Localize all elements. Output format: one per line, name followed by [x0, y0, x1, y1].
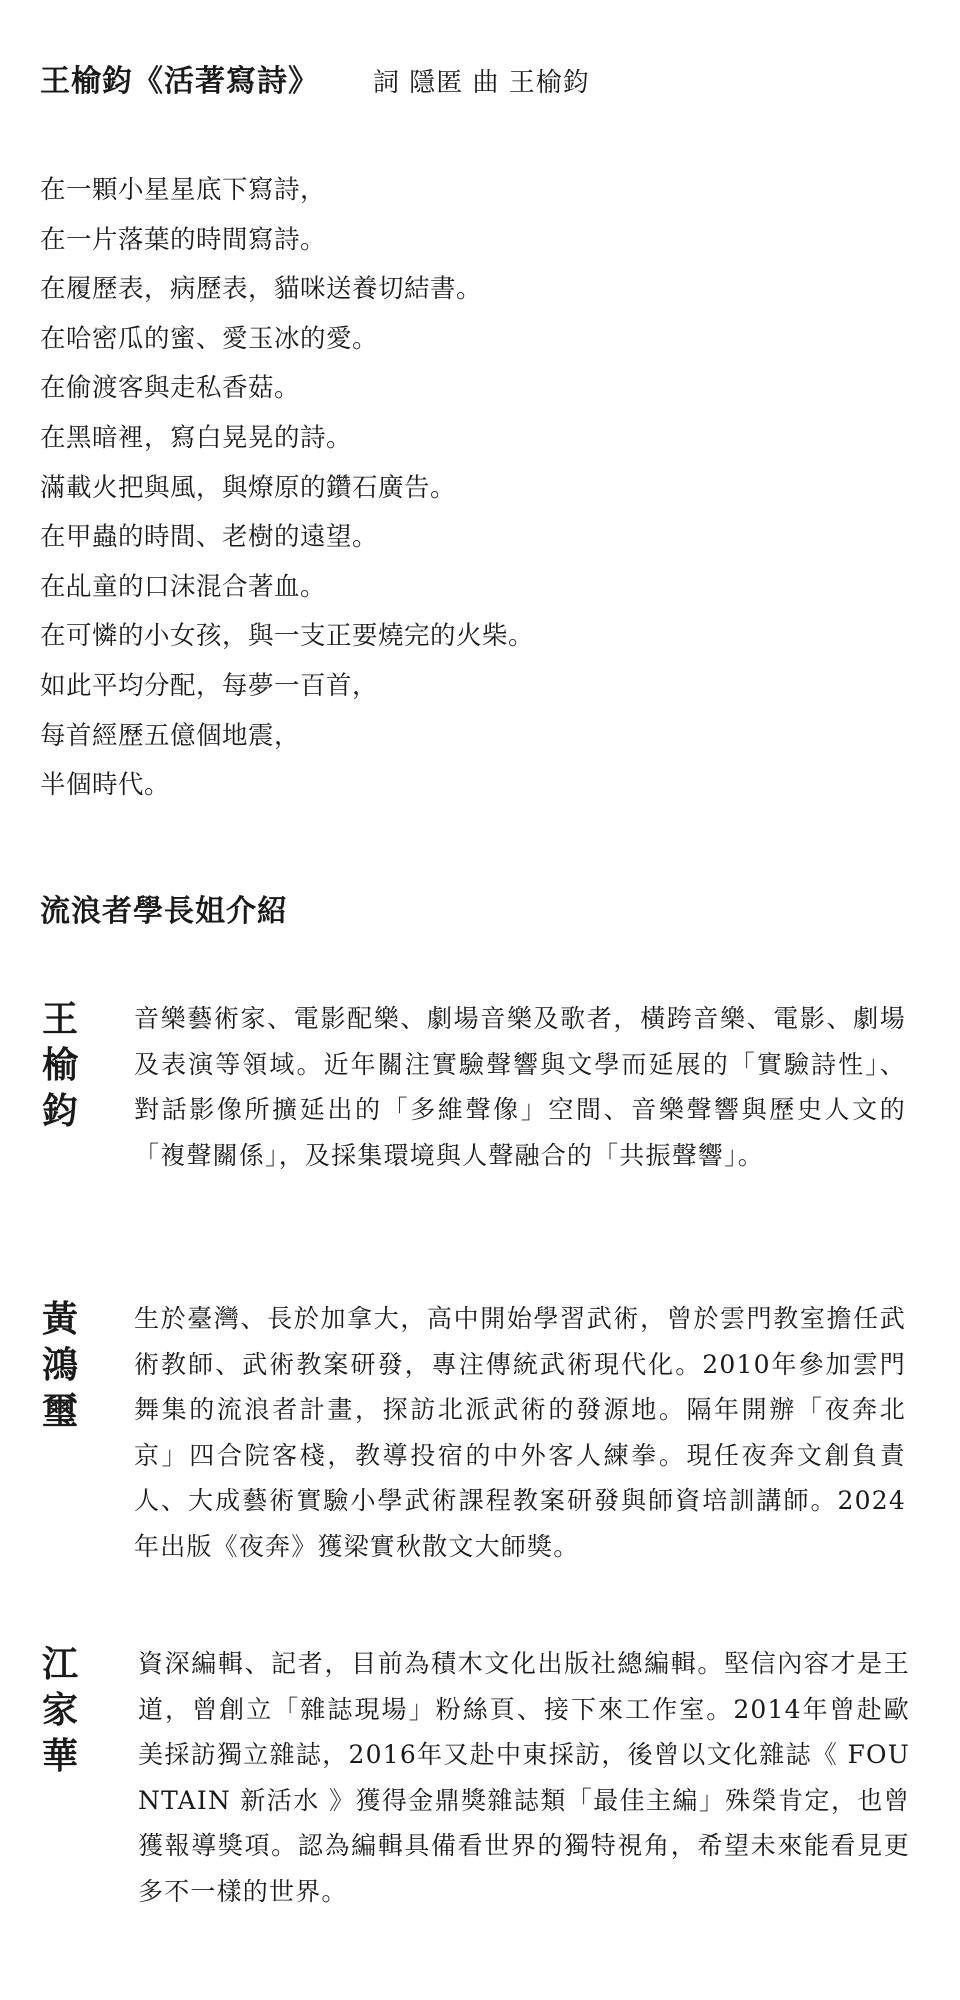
lyric-line: 半個時代。: [40, 770, 171, 801]
lyric-line: 在甲蟲的時間、老樹的遠望。: [40, 522, 379, 553]
song-title: 王榆鈞《活著寫詩》: [40, 64, 319, 99]
profile-name-char: 華: [41, 1735, 78, 1777]
lyric-line: 在一顆小星星底下寫詩，: [40, 175, 327, 205]
profile-name: [40, 1296, 80, 1434]
profile-name: [40, 996, 80, 1134]
profile-name-char: 家: [41, 1689, 78, 1731]
song-credits: 詞 隱匿 曲 王榆鈞: [373, 68, 590, 98]
lyric-line: 在黑暗裡，寫白晃晃的詩。: [40, 422, 353, 453]
profile-name-char: 江: [41, 1643, 78, 1685]
profile-name-char: 璽: [41, 1390, 78, 1432]
profile-name-char: 鈞: [41, 1090, 78, 1132]
profile-name-char: 鴻: [41, 1344, 78, 1386]
profile-name-char: 黃: [41, 1298, 78, 1340]
lyric-line: 每首經歷五億個地震，: [40, 720, 301, 751]
profile-name-char: 榆: [41, 1044, 78, 1086]
lyric-line: 在哈密瓜的蜜、愛玉冰的愛。: [40, 323, 379, 354]
profile-bio: 音樂藝術家、電影配樂、劇場音樂及歌者，橫跨音樂、電影、劇場及表演等領域。近年關注實驗聲響與文學而延展的「實驗詩性」、對話影像所擴延出的「多維聲像」空間、音樂聲響與歷史人文的「複聲關係」，及採集環境與人聲融合的「共振聲響」。: [134, 1004, 906, 1170]
profile-name: [40, 1641, 80, 1779]
lyric-line: 在履歷表，病歷表，貓咪送養切結書。: [40, 274, 483, 305]
lyric-line: 在一片落葉的時間寫詩。: [40, 224, 327, 255]
lyric-line: 如此平均分配，每夢一百首，: [40, 670, 379, 701]
lyric-line: 在可憐的小女孩，與一支正要燒完的火柴。: [40, 621, 535, 652]
profile-bio: 生於臺灣、長於加拿大，高中開始學習武術，曾於雲門教室擔任武術教師、武術教案研發，專注傳統武術現代化。2010年參加雲門舞集的流浪者計畫，探訪北派武術的發源地。隔年開辦「夜奔北京」四合院客棧，教導投宿的中外客人練拳。現任夜奔文創負責人、大成藝術實驗小學武術課程教案研發與師資培訓講師。2024年出版《夜奔》獲梁實秋散文大師獎。: [134, 1304, 906, 1561]
lyric-line: 在偷渡客與走私香菇。: [40, 373, 301, 404]
profile-bio: 資深編輯、記者，目前為積木文化出版社總編輯。堅信內容才是王道，曾創立「雜誌現場」粉絲頁、接下來工作室。2014年曾赴歐美採訪獨立雜誌，2016年又赴中東採訪，後曾以文化雜誌《 FOUNTAIN 新活水 》獲得金鼎獎雜誌類「最佳主編」殊榮肯定，也曾獲報導獎項。認為編輯具備看世界的獨特視角，希望未來能看見更多不一樣的世界。: [138, 1649, 910, 1906]
lyrics-block: [40, 166, 920, 811]
section-heading: 流浪者學長姐介紹: [40, 894, 288, 929]
lyric-line: 滿載火把與風，與燎原的鑽石廣告。: [40, 472, 457, 503]
song-header: [40, 56, 590, 100]
lyric-line: 在乩童的口沫混合著血。: [40, 571, 327, 602]
profile-name-char: 王: [41, 998, 78, 1040]
